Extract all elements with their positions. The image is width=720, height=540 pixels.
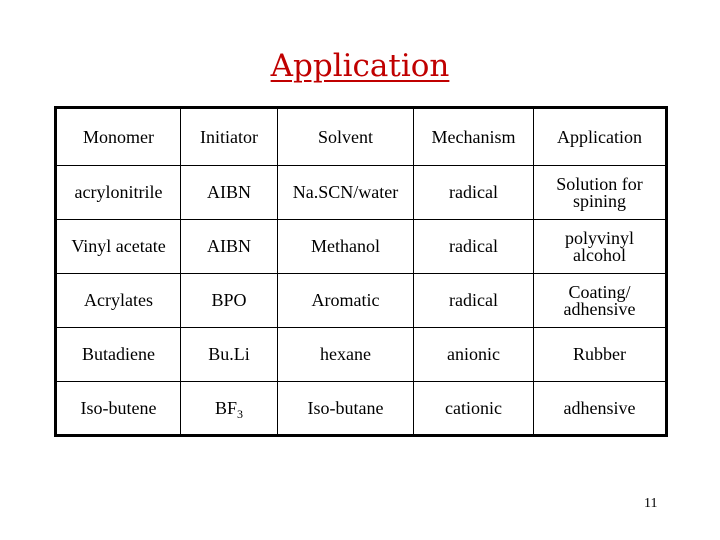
header-monomer: Monomer: [56, 108, 181, 166]
initiator-subscript: 3: [237, 406, 244, 421]
initiator-text: AIBN: [207, 236, 251, 256]
monomer-cell: Vinyl acetate: [56, 220, 181, 274]
solvent-cell: hexane: [278, 328, 414, 382]
table-row: [56, 328, 667, 382]
header-application: Application: [534, 108, 667, 166]
solvent-cell: Aromatic: [278, 274, 414, 328]
data-table: [54, 106, 668, 437]
table-row: [56, 220, 667, 274]
mechanism-cell: radical: [414, 274, 534, 328]
monomer-cell: Iso-butene: [56, 382, 181, 436]
initiator-cell: [181, 274, 278, 328]
mechanism-cell: cationic: [414, 382, 534, 436]
application-cell: Coating/ adhensive: [534, 274, 667, 328]
table-header-row: [56, 108, 667, 166]
initiator-cell: [181, 382, 278, 436]
application-cell: Solution for spining: [534, 166, 667, 220]
initiator-cell: [181, 220, 278, 274]
header-solvent: Solvent: [278, 108, 414, 166]
mechanism-cell: anionic: [414, 328, 534, 382]
application-cell: adhensive: [534, 382, 667, 436]
slide-title: Application: [270, 48, 450, 84]
initiator-text: BPO: [211, 290, 247, 310]
header-mechanism: Mechanism: [414, 108, 534, 166]
table-row: [56, 274, 667, 328]
initiator-cell: [181, 166, 278, 220]
mechanism-cell: radical: [414, 220, 534, 274]
initiator-cell: [181, 328, 278, 382]
page-number: 11: [644, 496, 658, 511]
application-cell: polyvinyl alcohol: [534, 220, 667, 274]
table-row: [56, 382, 667, 436]
initiator-text: Bu.Li: [208, 344, 250, 364]
monomer-cell: Butadiene: [56, 328, 181, 382]
initiator-text: AIBN: [207, 182, 251, 202]
application-cell: Rubber: [534, 328, 667, 382]
solvent-cell: Na.SCN/water: [278, 166, 414, 220]
monomer-cell: Acrylates: [56, 274, 181, 328]
header-initiator: Initiator: [181, 108, 278, 166]
mechanism-cell: radical: [414, 166, 534, 220]
solvent-cell: Methanol: [278, 220, 414, 274]
initiator-text: BF: [214, 397, 238, 418]
monomer-cell: acrylonitrile: [56, 166, 181, 220]
table-row: [56, 166, 667, 220]
solvent-cell: Iso-butane: [278, 382, 414, 436]
